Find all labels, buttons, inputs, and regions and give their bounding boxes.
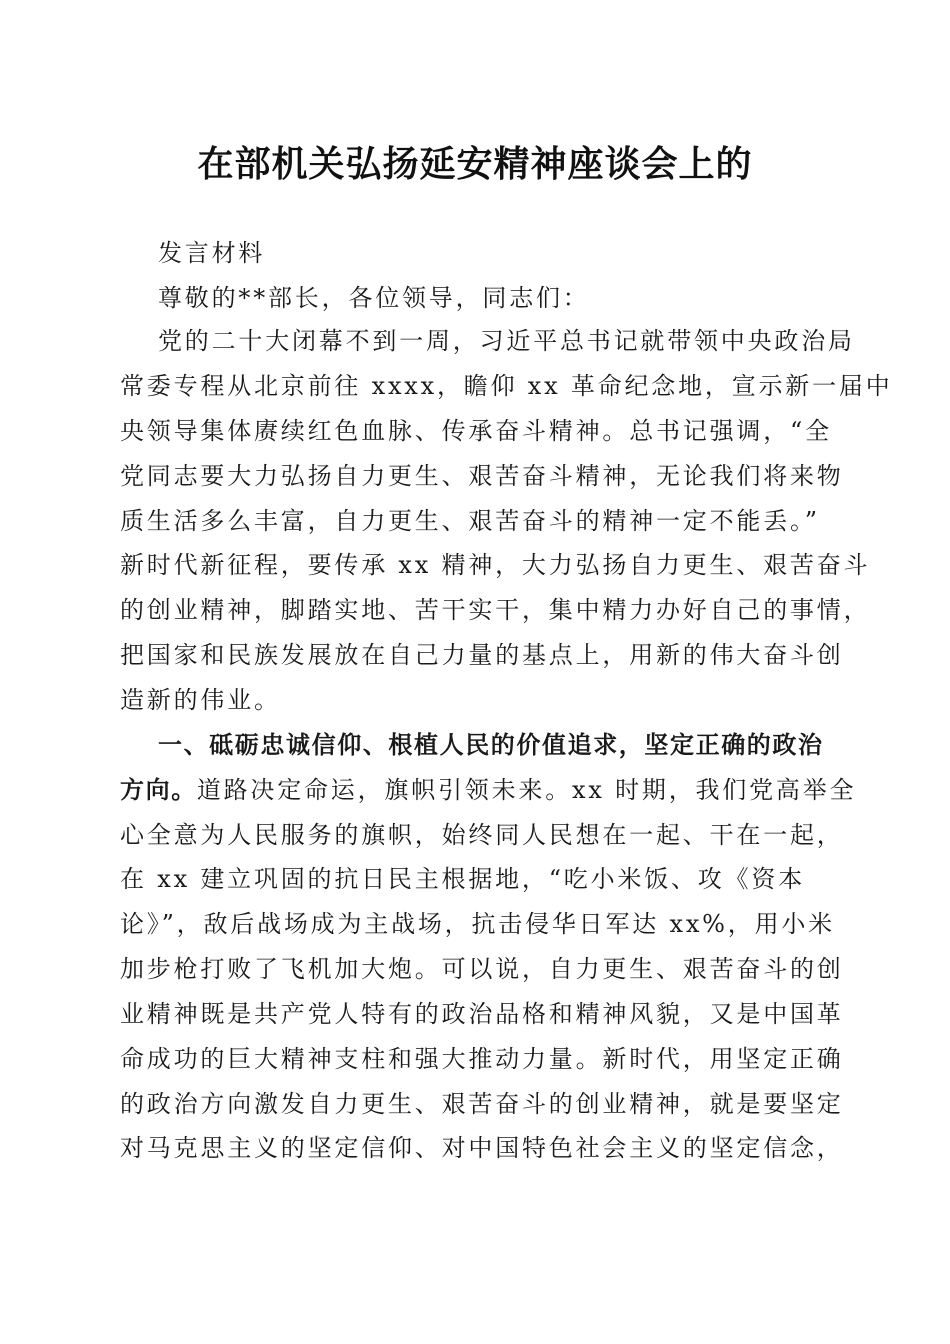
paragraph-line: 心全意为人民服务的旗帜，始终同人民想在一起、干在一起， [120, 821, 844, 849]
paragraph-line: 的创业精神，脚踏实地、苦干实干，集中精力办好自己的事情， [120, 596, 871, 624]
paragraph-line: 央领导集体赓续红色血脉、传承奋斗精神。总书记强调，“全 [120, 417, 832, 445]
paragraph-line: 质生活多么丰富，自力更生、艰苦奋斗的精神一定不能丢。” [120, 507, 820, 535]
section-heading-continuation [120, 775, 856, 805]
paragraph-line: 的政治方向激发自力更生、艰苦奋斗的创业精神，就是要坚定 [120, 1090, 844, 1118]
section-heading: 一、砥砺忠诚信仰、根植人民的价值追求，坚定正确的政治 [158, 731, 824, 759]
paragraph-line: 把国家和民族发展放在自己力量的基点上，用新的伟大奋斗创 [120, 641, 844, 669]
paragraph-line: 业精神既是共产党人特有的政治品格和精神风貌，又是中国革 [120, 1000, 844, 1028]
document-title: 在部机关弘扬延安精神座谈会上的 [197, 143, 753, 185]
paragraph-line: 党同志要大力弘扬自力更生、艰苦奋斗精神，无论我们将来物 [120, 462, 844, 490]
paragraph-line: 在 xx 建立巩固的抗日民主根据地，“吃小米饭、攻《资本 [120, 865, 805, 893]
paragraph-line: 论》”，敌后战场成为主战场，抗击侵华日军达 xx%，用小米 [120, 910, 835, 938]
paragraph-line: 造新的伟业。 [120, 686, 281, 714]
paragraph-line: 常委专程从北京前往 xxxx，瞻仰 xx 革命纪念地，宣示新一届中 [120, 372, 893, 400]
salutation: 尊敬的**部长，各位领导，同志们： [158, 284, 590, 312]
paragraph-line: 对马克思主义的坚定信仰、对中国特色社会主义的坚定信念， [120, 1134, 844, 1162]
paragraph-line: 命成功的巨大精神支柱和强大推动力量。新时代，用坚定正确 [120, 1045, 844, 1073]
document-subtitle: 发言材料 [158, 239, 266, 267]
paragraph-line: 党的二十大闭幕不到一周，习近平总书记就带领中央政治局 [158, 327, 855, 355]
section-heading-end: 方向。 [120, 776, 197, 804]
paragraph-line: 新时代新征程，要传承 xx 精神，大力弘扬自力更生、艰苦奋斗 [120, 551, 871, 579]
paragraph-line: 加步枪打败了飞机加大炮。可以说，自力更生、艰苦奋斗的创 [120, 955, 844, 983]
section-body-start: 道路决定命运，旗帜引领未来。xx 时期，我们党高举全 [196, 776, 857, 804]
